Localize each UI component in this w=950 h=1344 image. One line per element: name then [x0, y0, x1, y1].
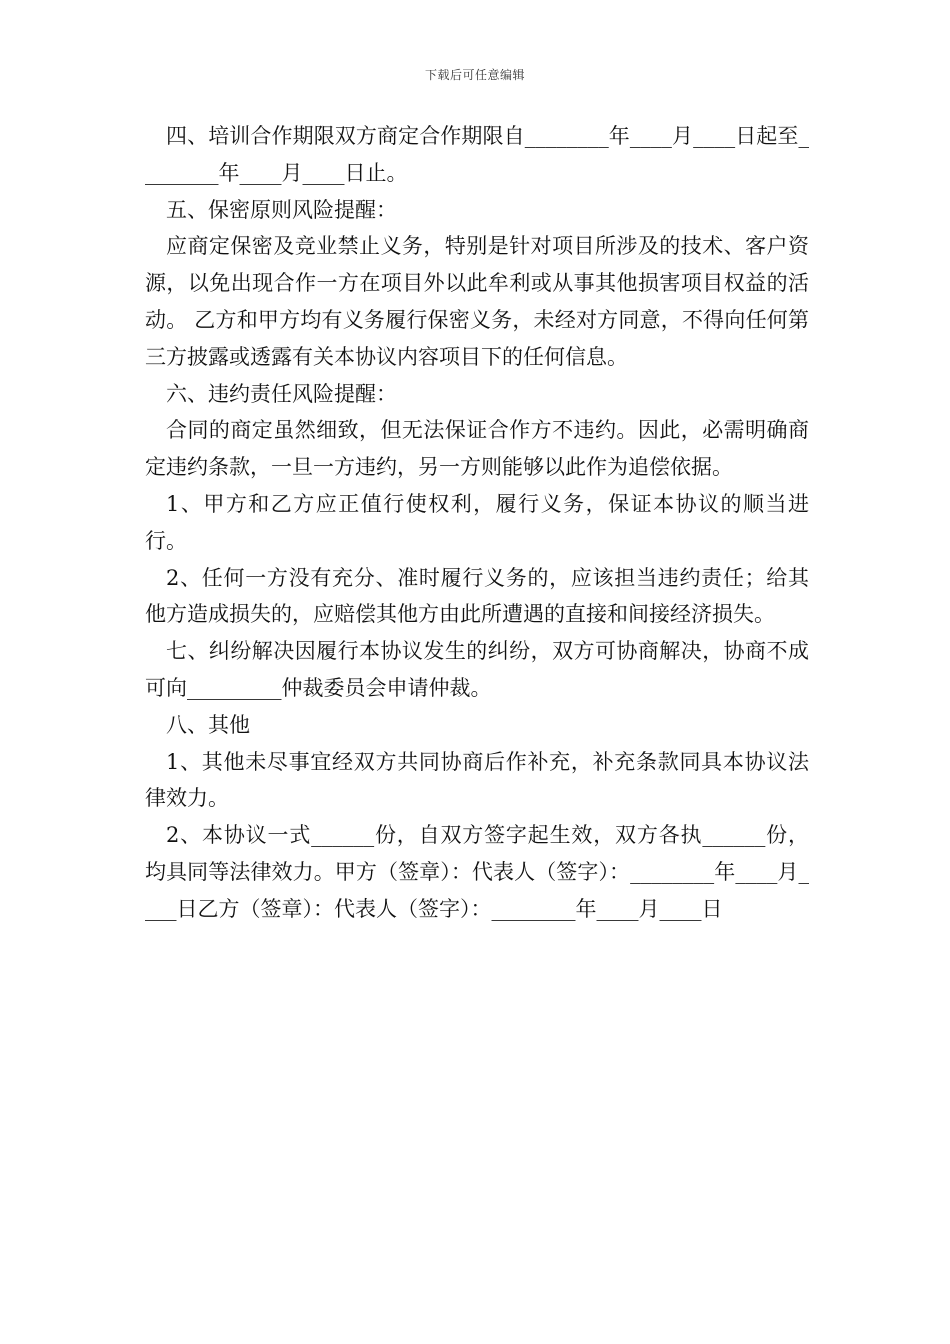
- clause-5-confidentiality-text: 应商定保密及竞业禁止义务，特别是针对项目所涉及的技术、客户资源，以免出现合作一方在项目外以此牟利或从事其他损害项目权益的活动。 乙方和甲方均有义务履行保密义务，未经对方同意，不得向任何第三方披露或透露有关本协议内容项目下的任何信息。: [145, 234, 809, 369]
- clause-8-item-2-signatures: 2、本协议一式______份，自双方签字起生效，双方各执______份，均具同等法律效力。甲方（签章）：代表人（签字）：________年____月____日乙方（签章）：代表人（签字）：________年____月____日: [145, 823, 809, 921]
- clause-4-cooperation-term: 四、培训合作期限双方商定合作期限自________年____月____日起至________年____月____日止。: [145, 124, 809, 185]
- clause-6-item-2: 2、任何一方没有充分、准时履行义务的，应该担当违约责任；给其他方造成损失的，应赔偿其他方由此所遭遇的直接和间接经济损失。: [145, 565, 809, 627]
- clause-5-heading: 五、保密原则风险提醒：: [166, 197, 397, 222]
- clause-6-item-1: 1、甲方和乙方应正值行使权利，履行义务，保证本协议的顺当进行。: [145, 491, 809, 553]
- clause-6-breach-text: 合同的商定虽然细致，但无法保证合作方不违约。因此，必需明确商定违约条款，一旦一方违约，另一方则能够以此作为追偿依据。: [145, 418, 809, 480]
- document-body: [145, 118, 809, 928]
- clause-6-heading: 六、违约责任风险提醒：: [166, 381, 397, 406]
- clause-8-heading: 八、其他: [166, 712, 250, 737]
- clause-7-dispute-resolution: 七、纠纷解决因履行本协议发生的纠纷，双方可协商解决，协商不成可向_________仲裁委员会申请仲裁。: [145, 639, 809, 700]
- clause-8-item-1: 1、其他未尽事宜经双方共同协商后作补充，补充条款同具本协议法律效力。: [145, 749, 809, 811]
- page-header-note: 下载后可任意编辑: [424, 68, 525, 82]
